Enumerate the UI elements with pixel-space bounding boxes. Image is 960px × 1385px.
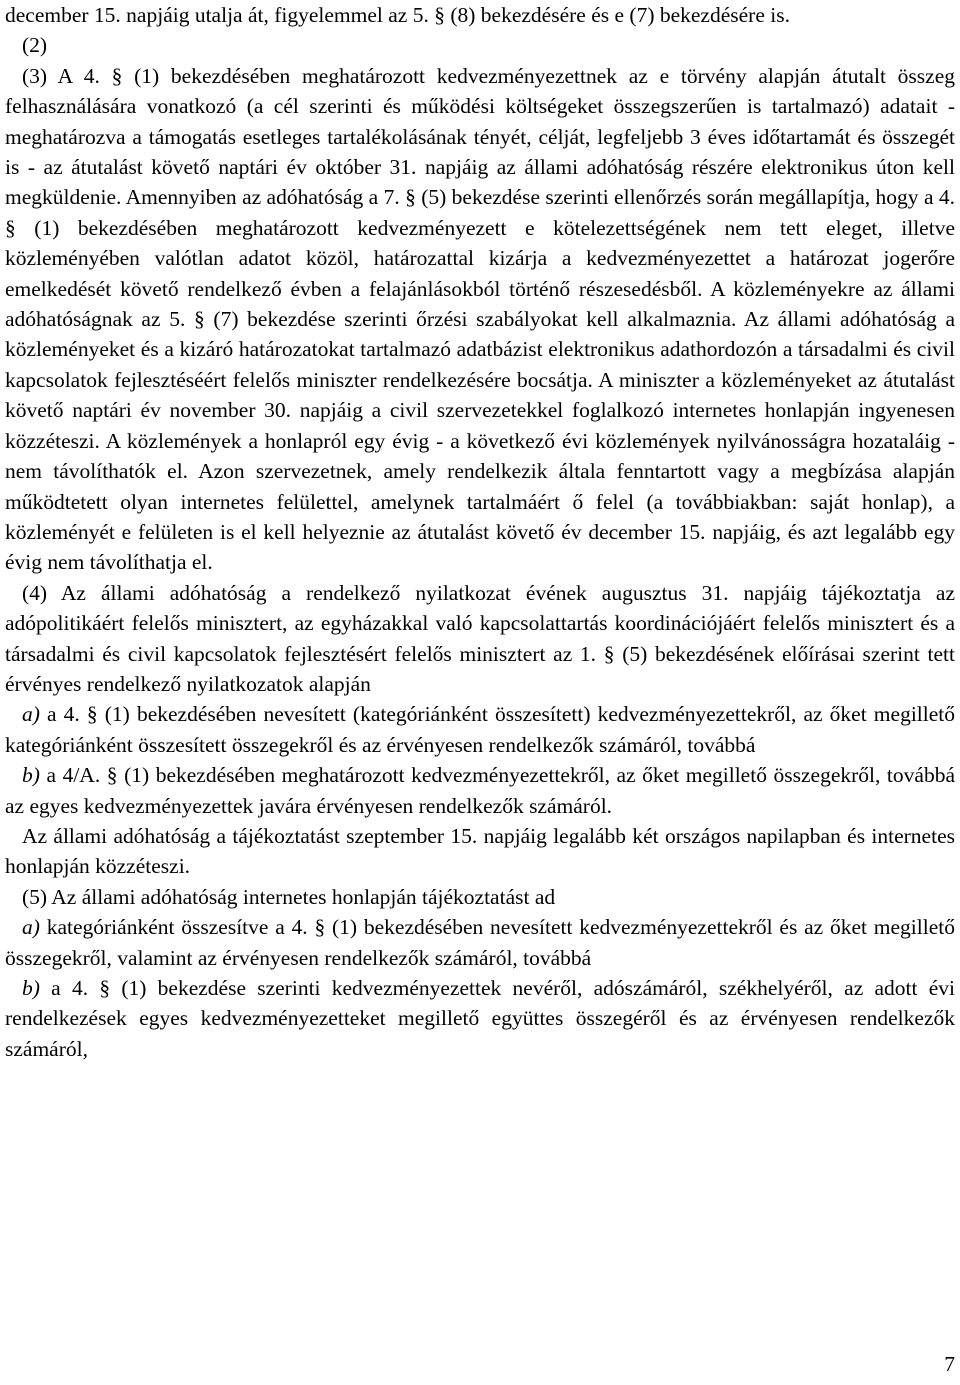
point-text: a 4/A. § (1) bekezdésében meghatározott kedvezményezettekről, az őket megillető összegekről, továbbá az egyes kedvezményezettek javára érvényesen rendelkezők számáról. [5, 763, 955, 818]
paragraph-4-point-b [5, 760, 955, 821]
paragraph-2: (2) [22, 33, 48, 58]
point-text: a 4. § (1) bekezdése szerinti kedvezményezettek nevéről, adószámáról, székhelyéről, az adott évi rendelkezések egyes kedvezményezetteket megillető együttes összegéről és az érvényesen rendelkezők számáról, [5, 976, 955, 1061]
paragraph-5-point-b [5, 973, 955, 1064]
paragraph-4: (4) Az állami adóhatóság a rendelkező nyilatkozat évének augusztus 31. napjáig tájékoztatja az adópolitikáért felelős minisztert, az egyházakkal való kapcsolattartás koordinációjáért felelős minisztert és a társadalmi és civil kapcsolatok fejlesztésért felelős minisztert az 1. § (5) bekezdésének előírásai szerint tett érvényes rendelkező nyilatkozatok alapján [5, 580, 955, 696]
document-page [5, 0, 955, 1064]
paragraph-4-point-a [5, 699, 955, 760]
point-label: b) [22, 763, 40, 788]
paragraph-5: (5) Az állami adóhatóság internetes honlapján tájékoztatást ad [22, 884, 556, 909]
paragraph-3: (3) A 4. § (1) bekezdésében meghatározott kedvezményezettnek az e törvény alapján átutalt összeg felhasználására vonatkozó (a cél szerinti és működési költségeket összegszerűen is tartalmazó) adatait - meghatározva a támogatás esetleges tartalékolásának tényét, célját, legfeljebb 3 éves időtartamát és összegét is - az átutalást követő naptári év október 31. napjáig az állami adóhatóság részére elektronikus úton kell megküldenie. Amennyiben az adóhatóság a 7. § (5) bekezdése szerinti ellenőrzés során megállapítja, hogy a 4. § (1) bekezdésében meghatározott kedvezményezett e kötelezettségének nem tett eleget, illetve közleményében valótlan adatot közöl, határozattal kizárja a kedvezményezettet a határozat jogerőre emelkedését követő rendelkező évben a felajánlásokból történő részesedésből. A közleményekre az állami adóhatóságnak az 5. § (7) bekezdése szerinti őrzési szabályokat kell alkalmaznia. Az állami adóhatóság a közleményeket és a kizáró határozatokat tartalmazó adatbázist elektronikus adathordozón a társadalmi és civil kapcsolatok fejlesztéséért felelős miniszter rendelkezésére bocsátja. A miniszter a közleményeket az átutalást követő naptári év november 30. napjáig a civil szervezetekkel foglalkozó internetes honlapján ingyenesen közzéteszi. A közlemények a honlapról egy évig - a következő évi közlemények nyilvánosságra hozataláig - nem távolíthatók el. Azon szervezetnek, amely rendelkezik általa fenntartott vagy a megbízása alapján működtetett olyan internetes felülettel, amelynek tartalmáért ő felel (a továbbiakban: saját honlap), a közleményét e felületen is el kell helyeznie az átutalást követő év december 15. napjáig, és azt legalább egy évig nem távolíthatja el. [5, 63, 955, 575]
paragraph-4-closing: Az állami adóhatóság a tájékoztatást szeptember 15. napjáig legalább két országos napilapban és internetes honlapján közzéteszi. [5, 823, 955, 879]
paragraph-5-point-a [5, 912, 955, 973]
point-label: b) [22, 976, 40, 1000]
point-text: kategóriánként összesítve a 4. § (1) bekezdésében nevesített kedvezményezettekről és az őket megillető összegekről, valamint az érvényesen rendelkezők számáról, továbbá [5, 915, 955, 970]
point-text: a 4. § (1) bekezdésében nevesített (kategóriánként összesített) kedvezményezettekről, az őket megillető kategóriánként összesített összegekről és az érvényesen rendelkezők számáról, továbbá [5, 702, 955, 757]
point-label: a) [22, 915, 40, 940]
paragraph-continuation: december 15. napjáig utalja át, figyelemmel az 5. § (8) bekezdésére és e (7) bekezdésére is. [5, 3, 790, 27]
page-number: 7 [944, 1352, 955, 1376]
point-label: a) [22, 702, 40, 727]
